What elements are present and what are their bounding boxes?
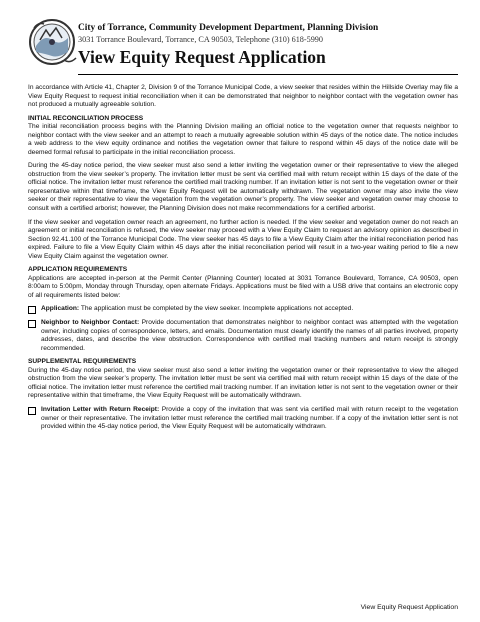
requirement-label: Neighbor to Neighbor Contact: <box>41 319 140 327</box>
requirement-item-application <box>28 305 458 314</box>
letterhead <box>28 16 458 76</box>
checkbox-icon[interactable] <box>28 407 36 415</box>
initial-paragraph-2: During the 45-day notice period, the view seeker must also send a letter inviting the vegetation owner or their representative to view the alleged obstruction from the view seeker’s property. The invitation letter must be sent via certified mail with return receipt within 15 days of the date of the official notice. The invitation letter must reference the certified mail tracking number. If an invitation letter is not sent to the vegetation owner or their representative within that timeframe, the View Equity Request will be automatically withdrawn. The vegetation owner may also invite the view seeker or their representative to view the vegetation from the vegetation owner’s property. The view seeker and vegetation owner may choose to consult with a certified arborist; however, the Planning Division does not make recommendations for a certified arborist. <box>28 162 458 212</box>
requirement-text: The application must be completed by the view seeker. Incomplete applications not accepted. <box>79 305 354 313</box>
section-heading-initial: INITIAL RECONCILIATION PROCESS <box>28 114 144 122</box>
section-heading-requirements: APPLICATION REQUIREMENTS <box>28 266 128 274</box>
requirement-text: Provide documentation that demonstrates neighbor to neighbor contact was attempted with the vegetation owner, including copies of correspondence, letters, and emails. Documentation must clearly identify the names of all parties involved, property addresses, dates, and describe the view obstruction. Correspondence with certified mail tracking numbers and return receipt is strongly recommended. <box>41 319 458 352</box>
city-seal-icon <box>28 16 84 72</box>
requirement-label: Application: <box>41 305 80 313</box>
checkbox-icon[interactable] <box>28 320 36 328</box>
requirement-label: Invitation Letter with Return Receipt: <box>41 406 160 413</box>
requirements-paragraph: Applications are accepted in-person at the Permit Center (Planning Counter) located at 3031 Torrance Boulevard, Torrance, CA 90503, open 8:00am to 5:00pm, Monday through Thursday, open alternate Fridays. Applications must be filed with a USB drive that contains an electronic copy of all requirements listed below: <box>28 274 458 299</box>
initial-paragraph-3: If the view seeker and vegetation owner reach an agreement, no further action is needed. If the view seeker and vegetation owner do not reach an agreement or initial reconciliation is refused, the view seeker may proceed with a View Equity Claim to request an advisory opinion as described in Section 92.41.100 of the Torrance Municipal Code. The view seeker has 45 days to file a View Equity Claim after the initial reconciliation period has expired. Failure to file a View Equity Claim within 45 days after the initial reconciliation period will result in a two-year waiting period to file a new View Equity Claim against the vegetation owner. <box>28 218 458 260</box>
supplemental-paragraph: During the 45-day notice period, the view seeker must also send a letter inviting the vegetation owner or their representative to view the alleged obstruction from the view seeker’s property. The invitation letter must be sent via certified mail with return receipt within 15 days of the date of the official notice. The invitation letter must reference the certified mail tracking number. If an invitation letter is not sent to the vegetation owner or their representative within that timeframe, the View Equity Request will be automatically withdrawn. <box>28 366 458 400</box>
supplemental-item-invitation <box>28 406 458 432</box>
section-heading-supplemental: SUPPLEMENTAL REQUIREMENTS <box>28 358 137 366</box>
initial-paragraph-1: The initial reconciliation process begins with the Planning Division mailing an official notice to the vegetation owner that requests neighbor to neighbor contact with the view seeker and an attempt to reach a mutually agreeable solution within 45 days of the notice date. The notice includes a web address to the view equity ordinance and notifies the vegetation owner that failure to respond within 45 days of the notice date will be deemed formal refusal to participate in the initial reconciliation process. <box>28 123 458 156</box>
title-rule <box>78 74 458 75</box>
requirement-item-contact <box>28 319 458 353</box>
page-footer: View Equity Request Application <box>360 604 458 611</box>
checkbox-icon[interactable] <box>28 306 36 314</box>
intro-paragraph: In accordance with Article 41, Chapter 2, Division 9 of the Torrance Municipal Code, a view seeker that resides within the Hillside Overlay may file a View Equity Request to request initial reconciliation when it can be demonstrated that neighbor to neighbor contact with the vegetation owner has not produced a mutually agreeable solution. <box>28 84 458 108</box>
department-address: 3031 Torrance Boulevard, Torrance, CA 90503, Telephone (310) 618-5990 <box>78 35 323 44</box>
department-name: City of Torrance, Community Development Department, Planning Division <box>78 23 379 33</box>
requirement-text: Provide a copy of the invitation that was sent via certified mail with return receipt to the vegetation owner or their representative. The invitation letter must reference the certified mail tracking number. If a copy of the invitation letter sent is not provided within the 45-day notice period, the View Equity Request will be automatically withdrawn. <box>41 406 458 430</box>
page-title: View Equity Request Application <box>78 47 326 67</box>
document-body <box>28 84 458 437</box>
